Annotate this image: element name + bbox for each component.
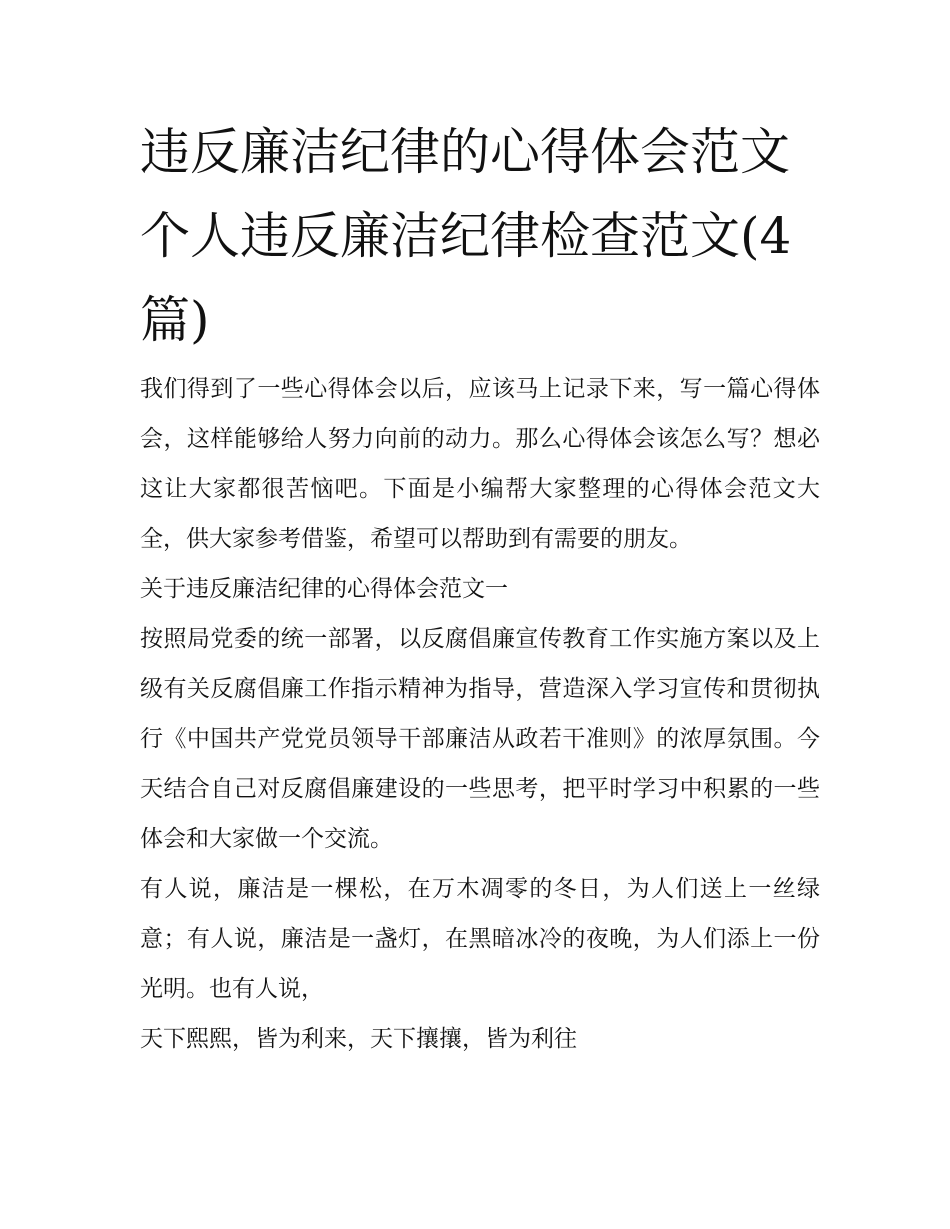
body-paragraph-3: 天下熙熙，皆为利来，天下攘攘，皆为利往 — [140, 1026, 577, 1052]
body-paragraph-1: 按照局党委的统一部署，以反腐倡廉宣传教育工作实施方案以及上级有关反腐倡廉工作指示精神为指导，营造深入学习宣传和贯彻执行《中国共产党党员领导干部廉洁从政若干准则》的浓厚氛围。今天结合自己对反腐倡廉建设的一些思考，把平时学习中积累的一些体会和大家做一个交流。 — [140, 626, 820, 852]
document-page — [140, 110, 820, 1064]
intro-paragraph: 我们得到了一些心得体会以后，应该马上记录下来，写一篇心得体会，这样能够给人努力向前的动力。那么心得体会该怎么写？想必这让大家都很苦恼吧。下面是小编帮大家整理的心得体会范文大全，供大家参考借鉴，希望可以帮助到有需要的朋友。 — [140, 376, 820, 552]
section-heading: 关于违反廉洁纪律的心得体会范文一 — [140, 576, 508, 602]
body-paragraph-2: 有人说，廉洁是一棵松，在万木凋零的冬日，为人们送上一丝绿意；有人说，廉洁是一盏灯，在黑暗冰冷的夜晚，为人们添上一份光明。也有人说， — [140, 876, 820, 1002]
document-title: 违反廉洁纪律的心得体会范文个人违反廉洁纪律检查范文(4篇) — [140, 123, 792, 349]
